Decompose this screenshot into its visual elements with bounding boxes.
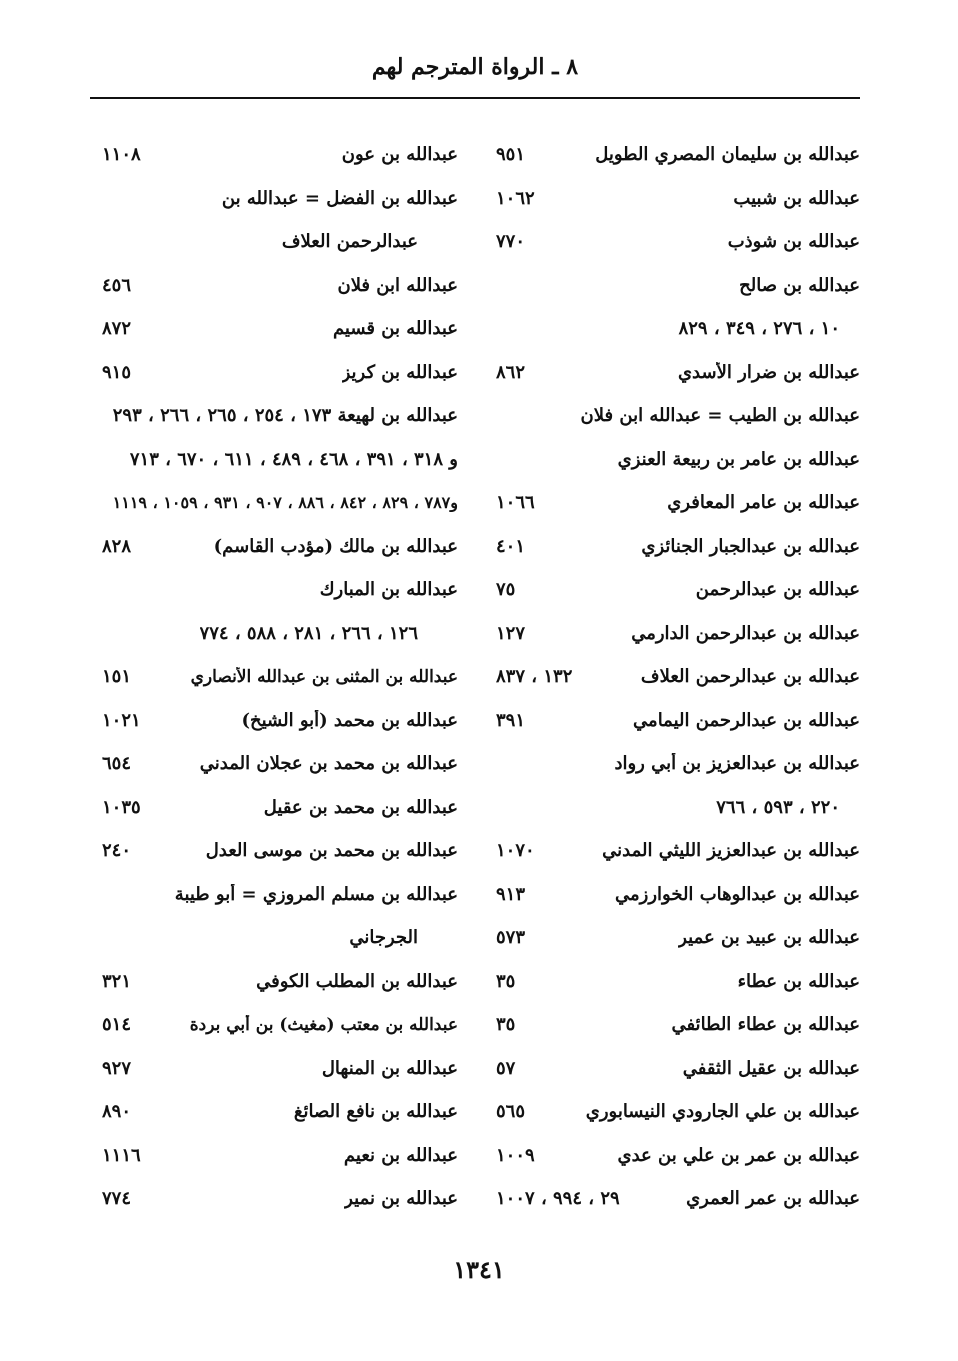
entry-page-refs: ١٥١ [102,666,132,688]
entry-name: عبدالله بن ضرار الأسدي [677,361,860,383]
index-entry [98,177,458,221]
entry-name: عبدالرحمن العلاف [281,231,418,253]
entry-page-refs: ١٠٦٢ [496,187,535,209]
entry-name: عبدالله بن عقيل الثقفي [682,1057,860,1079]
entry-name: عبدالله بن عبدالرحمن العلاف [640,666,860,688]
index-entry [492,438,860,482]
entry-page-refs: ١٣٢ ، ٨٣٧ [496,666,573,688]
index-entry [492,1177,860,1221]
index-entry [492,699,860,743]
entry-name: عبدالله بن عامر المعافري [667,492,860,514]
index-entry [98,786,458,830]
index-entry [98,1003,458,1047]
index-entry [492,742,860,786]
index-entry [492,133,860,177]
index-entry [98,133,458,177]
entry-page-refs: ٥٦٥ [496,1101,526,1123]
index-entry-continuation [98,612,458,656]
entry-name: عبدالله بن كريز [341,361,458,383]
entry-name: الجرجاني [349,927,418,949]
index-entry-continuation [98,481,458,525]
index-entry [492,873,860,917]
entry-name: عبدالله بن صالح [739,274,860,296]
entry-name: عبدالله بن عمر العمري [686,1188,860,1210]
entry-name: عبدالله بن المنهال [321,1057,458,1079]
entry-page-refs: ٧٥ [496,579,516,601]
entry-name: عبدالله بن محمد (أبو الشيخ) [241,709,458,731]
entry-page-refs: ٤٠١ [496,535,526,557]
index-entry-continuation [492,307,860,351]
index-entry [492,481,860,525]
index-entry [492,394,860,438]
entry-page-refs: ١٠ ، ٢٧٦ ، ٣٤٩ ، ٨٢٩ [678,318,840,340]
index-entry [98,394,458,438]
entry-page-refs: ٥٧ [496,1057,516,1079]
index-entry [492,1090,860,1134]
entry-name: عبدالله بن عبدالرحمن الدارمي [631,622,860,644]
entry-name: عبدالله بن شبيب [733,187,860,209]
index-entry [492,568,860,612]
entry-page-refs: ٣٢١ [102,970,132,992]
index-entry [492,916,860,960]
entry-page-refs: ٩٥١ [496,144,526,166]
index-entry [492,1134,860,1178]
entry-name: عبدالله بن سليمان المصري الطويل [595,144,860,166]
entry-page-refs: ١١١٦ [102,1144,141,1166]
header-rule [90,97,860,99]
entry-name: عبدالله بن المبارك [319,579,458,601]
entry-name: عبدالله بن عبدالوهاب الخوارزمي [615,883,860,905]
entry-name: عبدالله بن شوذب [727,231,860,253]
page-header-title: ٨ ـ الرواة المترجم لهم [371,54,579,80]
index-entry [98,742,458,786]
entry-page-refs: ٣٩١ [496,709,526,731]
index-entry [98,568,458,612]
index-entry [98,829,458,873]
index-entry [492,351,860,395]
entry-page-refs: ٨٦٢ [496,361,526,383]
index-entry [492,829,860,873]
index-entry [492,264,860,308]
entry-page-refs: ١٠٦٦ [496,492,535,514]
entry-name: عبدالله بن معتب (مغيث) بن أبي بردة [189,1014,458,1035]
entry-page-refs: ٨٢٨ [102,535,132,557]
entry-name: عبدالله بن عطاء [737,970,860,992]
entry-page-refs: ٦٥٤ [102,753,132,775]
entry-name: عبدالله ابن فلان [337,274,458,296]
entry-name: عبدالله بن الفضل = عبدالله بن [221,187,458,209]
entry-name: عبدالله بن محمد بن عجلان المدني [199,753,458,775]
index-entry [98,264,458,308]
left-column [98,133,458,1221]
entry-page-refs: ١٠٢١ [102,709,141,731]
index-entry [98,1134,458,1178]
entry-page-refs: ٧٧٠ [496,231,526,253]
entry-page-refs: ١٢٧ [496,622,526,644]
index-entry-continuation [98,438,458,482]
entry-name: عبدالله بن عون [341,144,458,166]
entry-page-refs: ٢٤٠ [102,840,132,862]
index-entry [492,655,860,699]
index-entry [492,525,860,569]
index-entry [492,1047,860,1091]
entry-name: عبدالله بن عبدالرحمن [695,579,860,601]
entry-page-refs: ٤٥٦ [102,274,132,296]
entry-name: عبدالله بن نمير [344,1188,458,1210]
index-entry [492,220,860,264]
index-entry [492,612,860,656]
entry-page-refs: ٣٥ [496,970,516,992]
entry-name: عبدالله بن قسيم [332,318,458,340]
entry-page-refs: ١٠٣٥ [102,796,141,818]
index-entry [98,960,458,1004]
entry-name: عبدالله بن عبدالرحمن اليمامي [633,709,860,731]
index-entry [98,873,458,917]
entry-name: عبدالله بن المطلب الكوفي [256,970,458,992]
entry-page-refs: ٢٢٠ ، ٥٩٣ ، ٧٦٦ [716,796,840,818]
entry-name: عبدالله بن عامر بن ربيعة العنزي [617,448,860,470]
entry-name: عبدالله بن لهيعة ١٧٣ ، ٢٥٤ ، ٢٦٥ ، ٢٦٦ ، ٢٩٣ [112,405,458,427]
entry-name: عبدالله بن محمد بن موسى العدل [205,840,458,862]
index-entry [492,1003,860,1047]
page-number: ١٣٤١ [453,1255,505,1284]
index-entry [98,1090,458,1134]
entry-page-refs: ٩١٥ [102,361,132,383]
entry-name: عبدالله بن عبدالعزيز بن أبي رواد [614,753,860,775]
entry-name: عبدالله بن عطاء الطائفي [671,1014,860,1036]
entry-name: و٧٨٧ ، ٨٢٩ ، ٨٤٢ ، ٨٨٦ ، ٩٠٧ ، ٩٣١ ، ١٠٥٩ ، ١١١٩ [112,493,458,513]
index-entry [98,351,458,395]
index-entry [98,525,458,569]
index-entry [98,655,458,699]
entry-name: عبدالله بن نافع الصائغ [293,1101,458,1123]
index-entry-continuation [98,916,458,960]
entry-name: عبدالله بن نعيم [343,1144,458,1166]
entry-name: عبدالله بن عبيد بن عمير [678,927,860,949]
entry-page-refs: ٥١٤ [102,1014,132,1036]
entry-name: و ٣١٨ ، ٣٩١ ، ٤٦٨ ، ٤٨٩ ، ٦١١ ، ٦٧٠ ، ٧١٣ [129,448,458,470]
entry-page-refs: ١٠٠٩ [496,1144,535,1166]
index-entry [492,177,860,221]
entry-name: عبدالله بن علي الجارودي النيسابوري [585,1101,860,1123]
entry-name: ١٢٦ ، ٢٦٦ ، ٢٨١ ، ٥٨٨ ، ٧٧٤ [199,622,418,644]
entry-name: عبدالله بن محمد بن عقيل [263,796,458,818]
entry-name: عبدالله بن مسلم المروزي = أبو طيبة [174,883,458,905]
entry-page-refs: ١١٠٨ [102,144,141,166]
entry-page-refs: ٧٧٤ [102,1188,132,1210]
index-entry-continuation [98,220,458,264]
index-entry [98,307,458,351]
entry-page-refs: ١٠٧٠ [496,840,535,862]
entry-name: عبدالله بن الطيب = عبدالله ابن فلان [580,405,860,427]
entry-name: عبدالله بن المثنى بن عبدالله الأنصاري [190,666,458,687]
index-entry [98,699,458,743]
entry-name: عبدالله بن عبدالجبار الجنائزي [641,535,860,557]
index-entry [492,960,860,1004]
entry-name: عبدالله بن مالك (مؤدب القاسم) [213,535,458,557]
index-entry [98,1047,458,1091]
entry-name: عبدالله بن عمر بن علي بن عدي [617,1144,860,1166]
entry-page-refs: ٨٧٢ [102,318,132,340]
right-column [492,133,860,1221]
entry-name: عبدالله بن عبدالعزيز الليثي المدني [602,840,860,862]
entry-page-refs: ٩٢٧ [102,1057,132,1079]
entry-page-refs: ٣٥ [496,1014,516,1036]
entry-page-refs: ٢٩ ، ٩٩٤ ، ١٠٠٧ [496,1188,620,1210]
entry-page-refs: ٩١٣ [496,883,526,905]
index-entry-continuation [492,786,860,830]
entry-page-refs: ٨٩٠ [102,1101,132,1123]
index-entry [98,1177,458,1221]
entry-page-refs: ٥٧٣ [496,927,526,949]
